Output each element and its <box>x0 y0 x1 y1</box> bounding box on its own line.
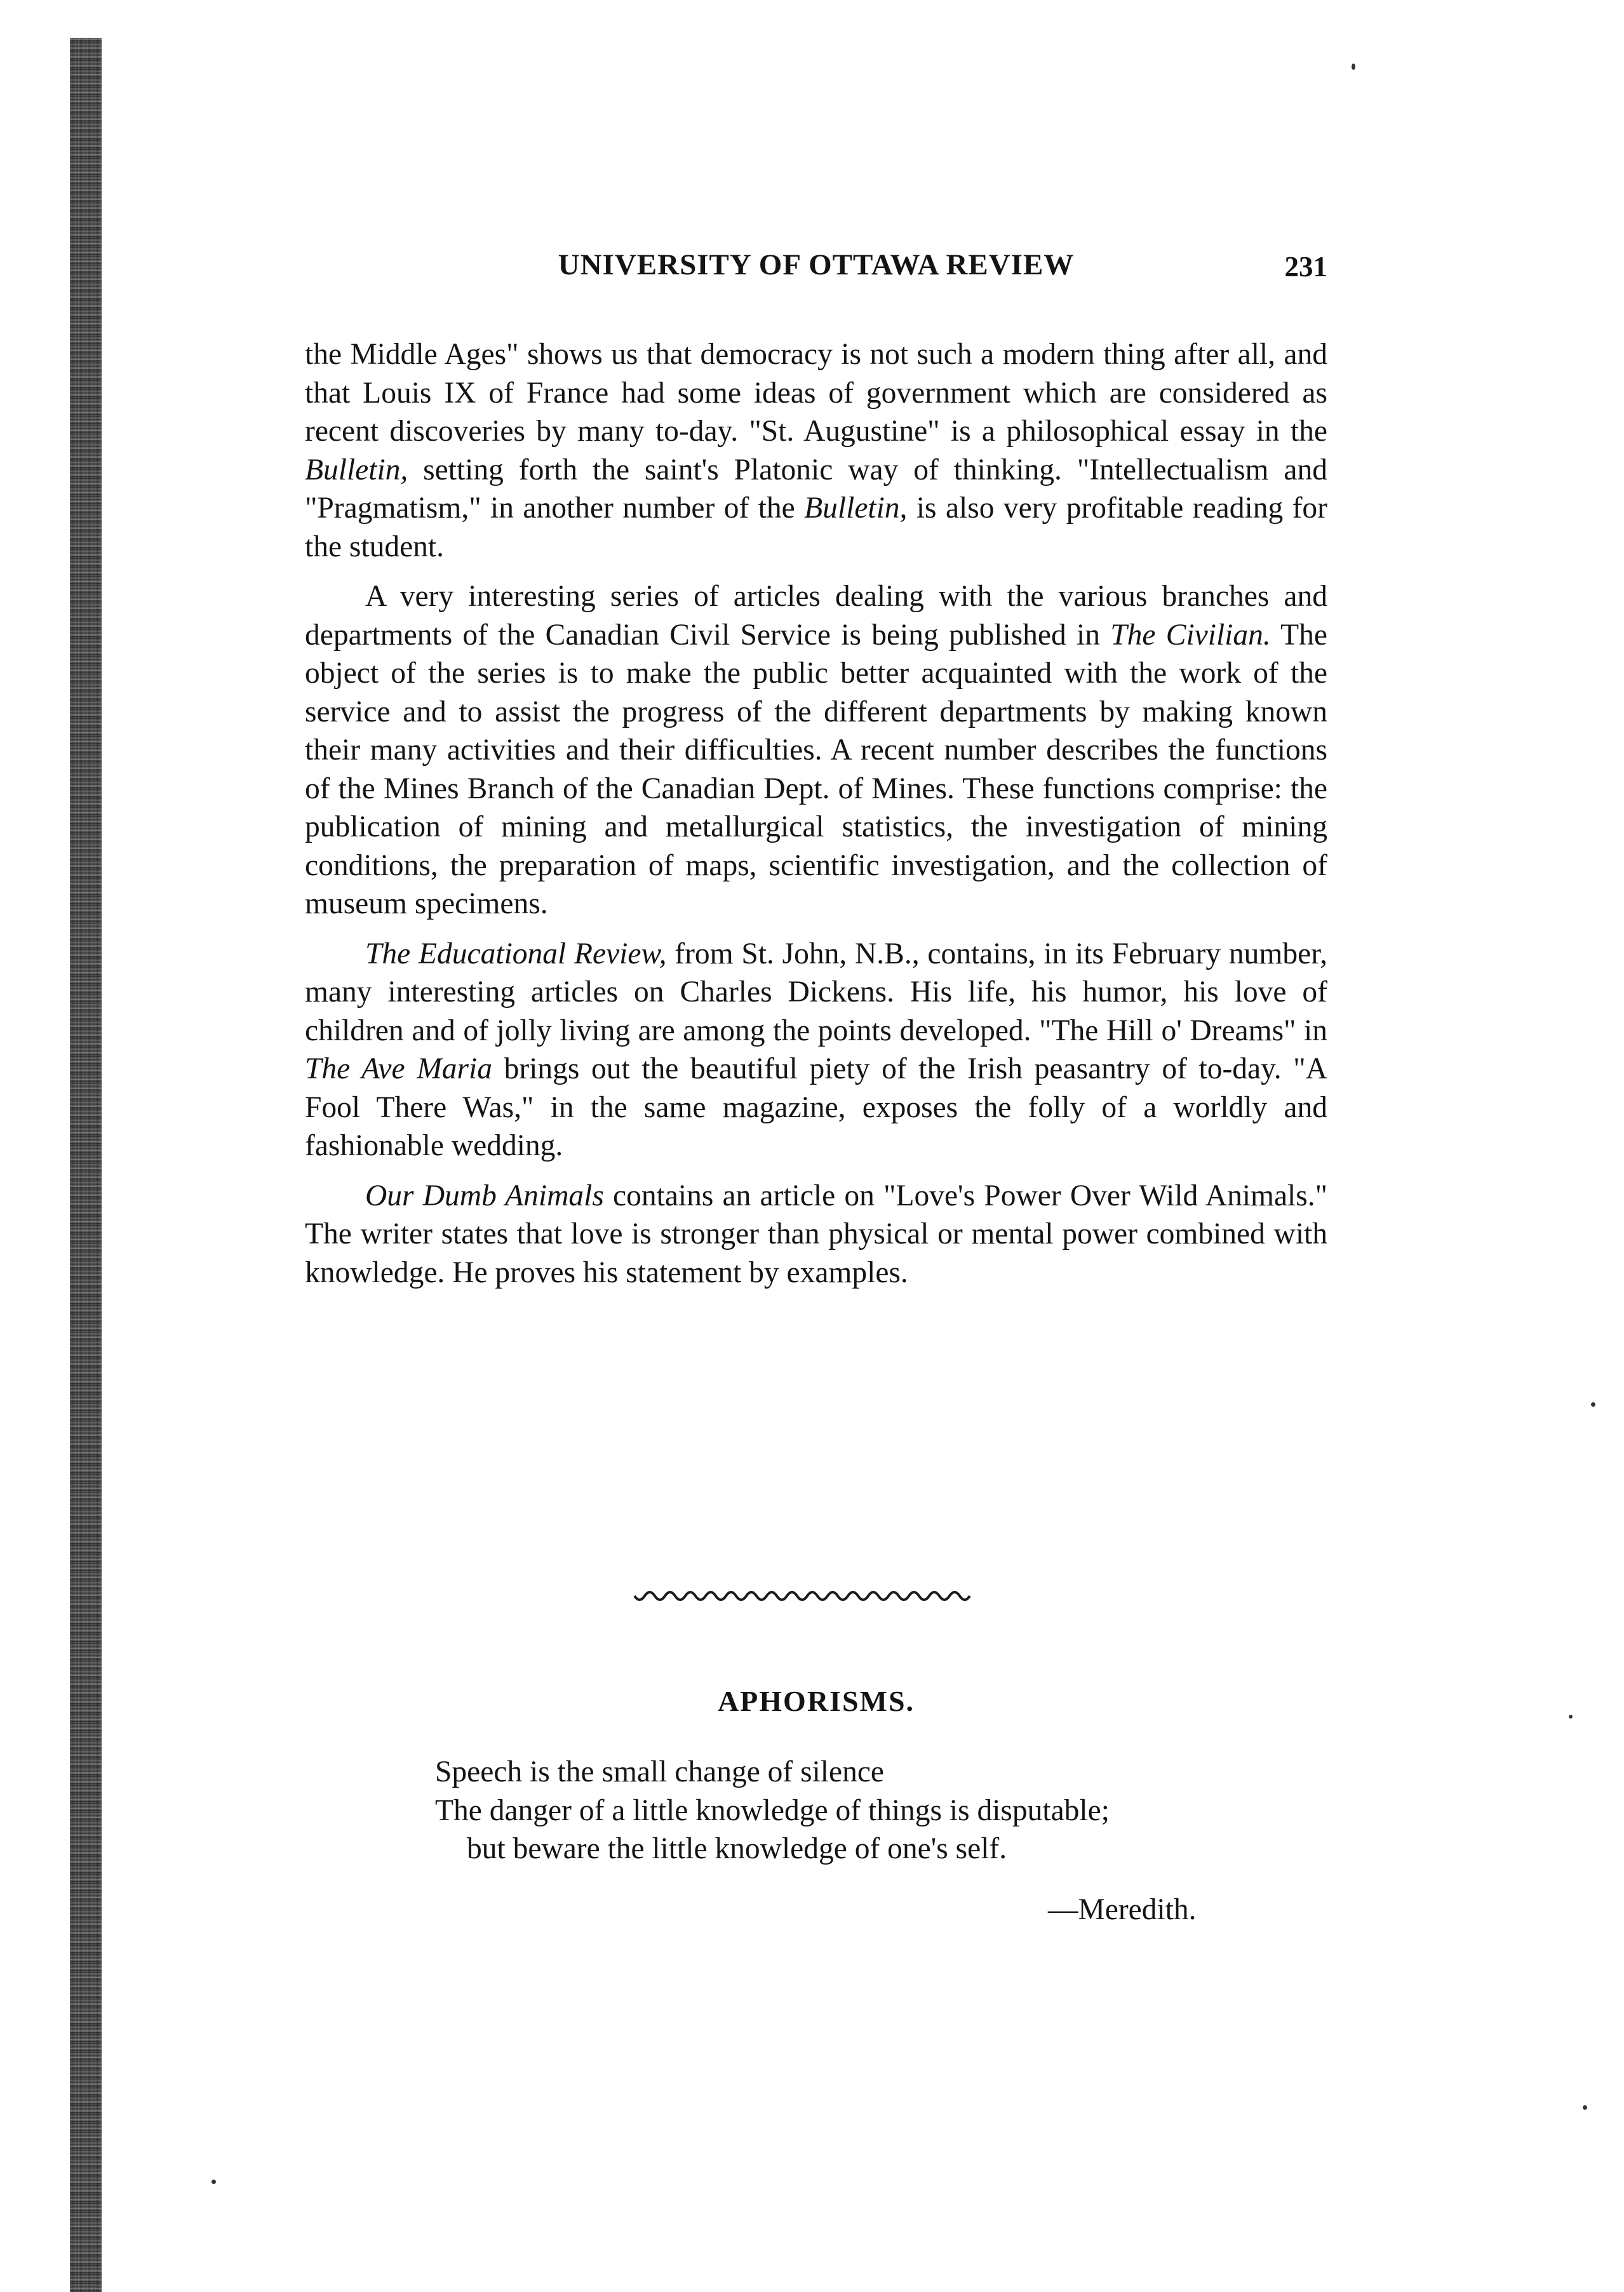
text-run: The object of the series is to make the public better acquainted with the work of the service and to assist the progress of the different departments by making known their many activities and their difficulties. A recent number describes the functions of the Mines Branch of the Canadian Dept. of Mines. These functions comprise: the publication of mining and metallurgical statistics, the investigation of mining conditions, the preparation of maps, scientific investigation, and the collection of museum specimens. <box>305 618 1327 920</box>
article-body <box>305 335 1327 1292</box>
wavy-divider-ornament <box>632 1585 975 1610</box>
running-title: UNIVERSITY OF OTTAWA REVIEW <box>558 248 1075 281</box>
paragraph-4 <box>305 1177 1327 1292</box>
italic-title: The Civilian. <box>1110 618 1271 652</box>
italic-title: Bulletin, <box>305 453 408 486</box>
page-number: 231 <box>1284 251 1327 283</box>
paragraph-2 <box>305 577 1327 923</box>
italic-title: Bulletin, <box>804 492 908 525</box>
aphorism-line: The danger of a little knowledge of things is disputable; <box>435 1793 1110 1827</box>
aphorisms-heading: APHORISMS. <box>717 1685 915 1717</box>
italic-title: The Educational Review, <box>365 937 667 970</box>
text-run: setting forth the saint's Platonic way of thinking. "Intellectualism and "Pragmatism," in another number of the <box>305 453 1327 525</box>
italic-title: The Ave Maria <box>305 1052 492 1085</box>
scan-speck <box>1583 2105 1587 2110</box>
scan-speck <box>1352 64 1355 70</box>
text-run: the Middle Ages" shows us that democracy is not such a modern thing after all, and that Louis IX of France had some ideas of government which are considered as recent discoveries by many to-day. "St. Augustine" is a philosophical essay in the <box>305 338 1327 448</box>
text-run: is also very profitable reading for the student. <box>305 492 1328 563</box>
paragraph-1 <box>305 335 1327 566</box>
italic-title: Our Dumb Animals <box>365 1179 604 1212</box>
paragraph-3 <box>305 935 1327 1165</box>
scan-speck <box>1591 1402 1595 1407</box>
aphorisms-block <box>435 1753 1350 1868</box>
attribution: —Meredith. <box>1048 1893 1197 1926</box>
aphorism-line: Speech is the small change of silence <box>435 1755 884 1788</box>
text-run: contains an article on "Love's Power Over Wild Animals." The writer states that love is stronger than physical or mental power combined with knowledge. He proves his statement by examples. <box>305 1179 1327 1289</box>
text-run: brings out the beautiful piety of the Irish peasantry of to-day. "A Fool There Was," in the same magazine, exposes the folly of a worldly and fashionable wedding. <box>305 1052 1327 1162</box>
scan-speck <box>211 2180 216 2184</box>
text-run: A very interesting series of articles dealing with the various branches and departments of the Canadian Civil Service is being published in <box>305 580 1327 652</box>
running-head <box>305 248 1327 292</box>
scan-speck <box>1569 1715 1573 1719</box>
binding-edge <box>70 38 102 2292</box>
text-run: from St. John, N.B., contains, in its February number, many interesting articles on Charles Dickens. His life, his humor, his love of children and of jolly living are among the points developed. "The Hill o' Dreams" in <box>305 937 1328 1047</box>
aphorism-line: but beware the little knowledge of one's self. <box>467 1832 1007 1865</box>
